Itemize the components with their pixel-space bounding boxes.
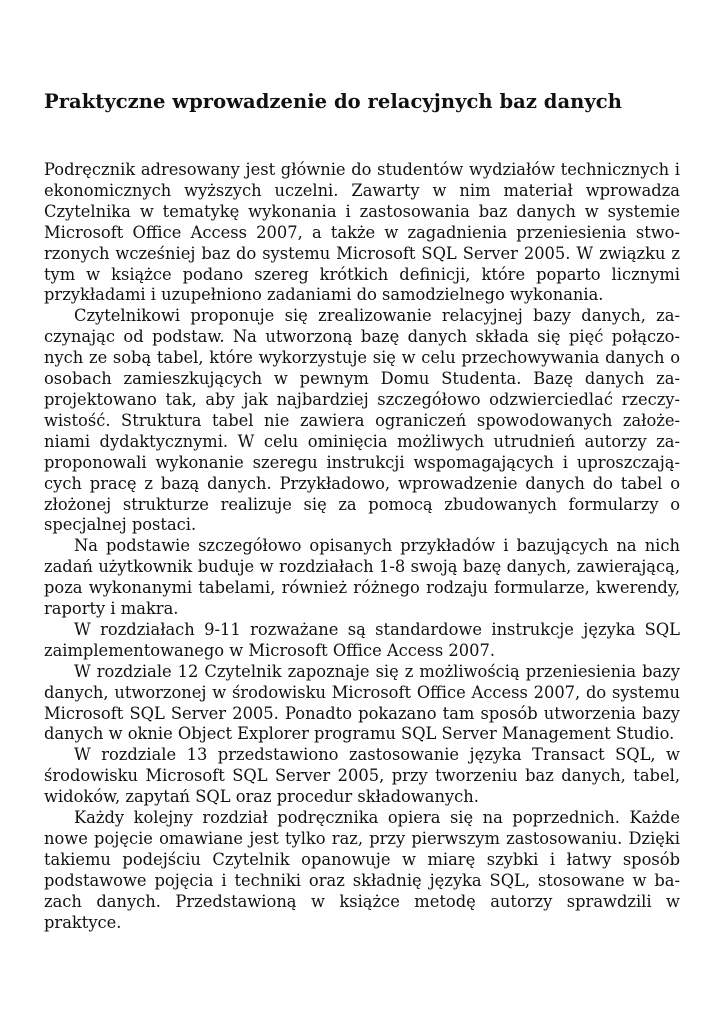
- body-text: [44, 160, 680, 934]
- paragraph-summary: Każdy kolejny rozdział podręcznika opiera się na poprzednich. Każde nowe pojęcie omawiane jest tylko raz, przy pierwszym zastosowaniu. Dzięki takiemu podejściu Czytelnik opanowuje w miarę szybki i łatwy sposób podstawowe pojęcia i techniki oraz składnię języka SQL, stosowane w bazach danych. Przedstawioną w książce metodę autorzy sprawdzili w praktyce.: [44, 808, 680, 932]
- paragraph-database-design: Czytelnikowi proponuje się zrealizowanie relacyjnej bazy danych, zaczynając od podstaw. Na utworzoną bazę danych składa się pięć połączonych ze sobą tabel, które wykorzystuje się w celu przechowywania danych o osobach zamieszkujących w pewnym Domu Studenta. Bazę danych zaprojektowano tak, aby jak najbardziej szczegółowo odzwierciedlać rzeczywistość. Struktura tabel nie zawiera ograniczeń spowodowanych założeniami dydaktycznymi. W celu ominięcia możliwych utrudnień autorzy zaproponowali wykonanie szeregu instrukcji wspomagających i uproszczających pracę z bazą danych. Przykładowo, wprowadzenie danych do tabel o złożonej strukturze realizuje się za pomocą zbudowanych formularzy o specjalnej postaci.: [44, 306, 680, 535]
- paragraph-chapter-13: W rozdziale 13 przedstawiono zastosowanie języka Transact SQL, w środowisku Microsoft SQL Server 2005, przy tworzeniu baz danych, tabel, widoków, zapytań SQL oraz procedur składowanych.: [44, 745, 680, 807]
- paragraph-chapters-1-8: Na podstawie szczegółowo opisanych przykładów i bazujących na nich zadań użytkownik buduje w rozdziałach 1-8 swoją bazę danych, zawierającą, poza wykonanymi tabelami, również różnego rodzaju formularze, kwerendy, raporty i makra.: [44, 536, 680, 619]
- paragraph-intro: Podręcznik adresowany jest głównie do studentów wydziałów technicznych i ekonomicznych wyższych uczelni. Zawarty w nim materiał wprowadza Czytelnika w tematykę wykonania i zastosowania baz danych w systemie Microsoft Office Access 2007, a także w zagadnienia przeniesienia stworzonych wcześniej baz do systemu Microsoft SQL Server 2005. W związku z tym w książce podano szereg krótkich definicji, które poparto licznymi przykładami i uzupełniono zadaniami do samodzielnego wykonania.: [44, 160, 680, 305]
- page-title: Praktyczne wprowadzenie do relacyjnych baz danych: [44, 90, 622, 113]
- paragraph-chapter-12: W rozdziale 12 Czytelnik zapoznaje się z możliwością przeniesienia bazy danych, utworzonej w środowisku Microsoft Office Access 2007, do systemu Microsoft SQL Server 2005. Ponadto pokazano tam sposób utworzenia bazy danych w oknie Object Explorer programu SQL Server Management Studio.: [44, 661, 680, 744]
- document-page: [44, 88, 680, 934]
- paragraph-chapters-9-11: W rozdziałach 9-11 rozważane są standardowe instrukcje języka SQL zaimplementowanego w Microsoft Office Access 2007.: [44, 619, 680, 660]
